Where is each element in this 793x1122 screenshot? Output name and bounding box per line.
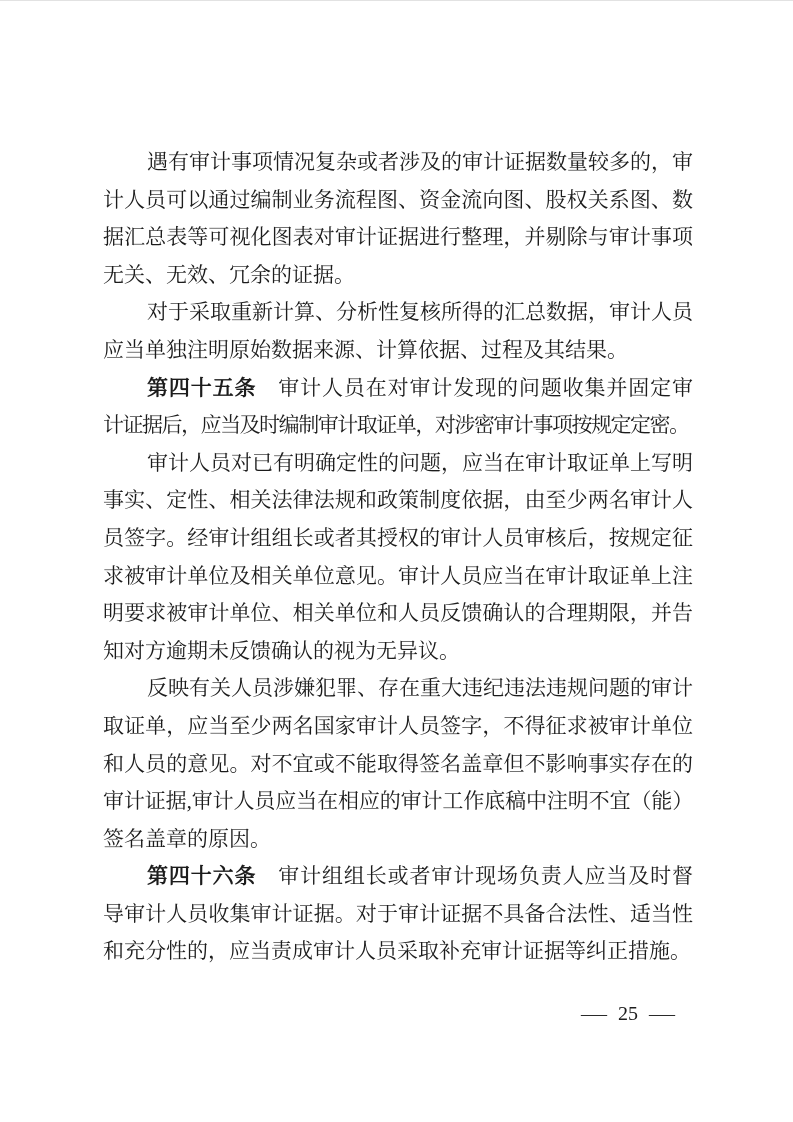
line-text: 审计证据,审计人员应当在相应的审计工作底稿中注明不宜（能） [103, 789, 693, 814]
paragraph-5-line-3 [103, 746, 693, 784]
article-number-gap [256, 394, 277, 395]
paragraph-1-line-1 [103, 144, 693, 182]
paragraph-5-line-5 [103, 821, 693, 859]
line-text: 无关、无效、冗余的证据。 [103, 262, 355, 287]
page-number-value: 25 [618, 1003, 638, 1025]
article-number: 第四十五条 [147, 376, 257, 400]
paragraph-4-line-4 [103, 558, 693, 596]
paragraph-1-line-2 [103, 182, 693, 220]
line-text: 和充分性的，应当责成审计人员采取补充审计证据等纠正措施。 [103, 939, 691, 964]
line-text: 明要求被审计单位、相关单位和人员反馈确认的合理期限，并告 [103, 601, 693, 626]
page-number [581, 1001, 675, 1027]
line-text: 审计组组长或者审计现场负责人应当及时督 [277, 864, 693, 889]
line-text: 取证单，应当至少两名国家审计人员签字，不得征求被审计单位 [103, 713, 693, 738]
line-text: 计人员可以通过编制业务流程图、资金流向图、股权关系图、数 [103, 187, 693, 212]
paragraph-6-line-3 [103, 933, 693, 971]
line-text: 和人员的意见。对不宜或不能取得签名盖章但不影响事实存在的 [103, 751, 693, 776]
paragraph-2-line-1 [103, 294, 693, 332]
page-number-dash-left: — [581, 1003, 607, 1025]
paragraph-3-line-1 [103, 370, 693, 408]
paragraph-5-line-1 [103, 670, 693, 708]
line-text: 应当单独注明原始数据来源、计算依据、过程及其结果。 [103, 337, 628, 362]
article-number: 第四十六条 [147, 865, 257, 889]
line-text: 遇有审计事项情况复杂或者涉及的审计证据数量较多的，审 [147, 150, 693, 174]
line-text: 据汇总表等可视化图表对审计证据进行整理，并剔除与审计事项 [103, 225, 693, 250]
line-text: 导审计人员收集审计证据。对于审计证据不具备合法性、适当性 [103, 901, 693, 926]
line-text: 反映有关人员涉嫌犯罪、存在重大违纪违法违规问题的审计 [147, 676, 693, 701]
page-number-dash-right: — [649, 1003, 675, 1025]
line-text: 对于采取重新计算、分析性复核所得的汇总数据，审计人员 [147, 300, 693, 325]
paragraph-5-line-2 [103, 708, 693, 746]
paragraph-4-line-5 [103, 595, 693, 633]
line-text: 审计人员对已有明确定性的问题，应当在审计取证单上写明 [147, 450, 693, 475]
paragraph-2-line-2 [103, 332, 693, 370]
paragraph-4-line-6 [103, 633, 693, 671]
line-text: 签名盖章的原因。 [103, 826, 271, 851]
paragraph-6-line-1 [103, 858, 693, 896]
line-text: 知对方逾期未反馈确认的视为无异议。 [103, 638, 460, 663]
paragraph-6-line-2 [103, 896, 693, 934]
line-text: 员签字。经审计组组长或者其授权的审计人员审核后，按规定征 [103, 525, 693, 550]
paragraph-4-line-3 [103, 520, 693, 558]
paragraph-4-line-1 [103, 445, 693, 483]
line-text: 审计人员在对审计发现的问题收集并固定审 [277, 375, 693, 400]
paragraph-1-line-3 [103, 219, 693, 257]
article-number-gap [256, 882, 277, 883]
paragraph-1-line-4 [103, 257, 693, 295]
paragraph-5-line-4 [103, 783, 693, 821]
text-block [103, 144, 693, 971]
line-text: 事实、定性、相关法律法规和政策制度依据，由至少两名审计人 [103, 488, 693, 513]
line-text: 求被审计单位及相关单位意见。审计人员应当在审计取证单上注 [103, 563, 693, 588]
paragraph-4-line-2 [103, 482, 693, 520]
paragraph-3-line-2 [103, 407, 693, 445]
line-text: 计证据后，应当及时编制审计取证单，对涉密审计事项按规定定密。 [103, 413, 689, 438]
